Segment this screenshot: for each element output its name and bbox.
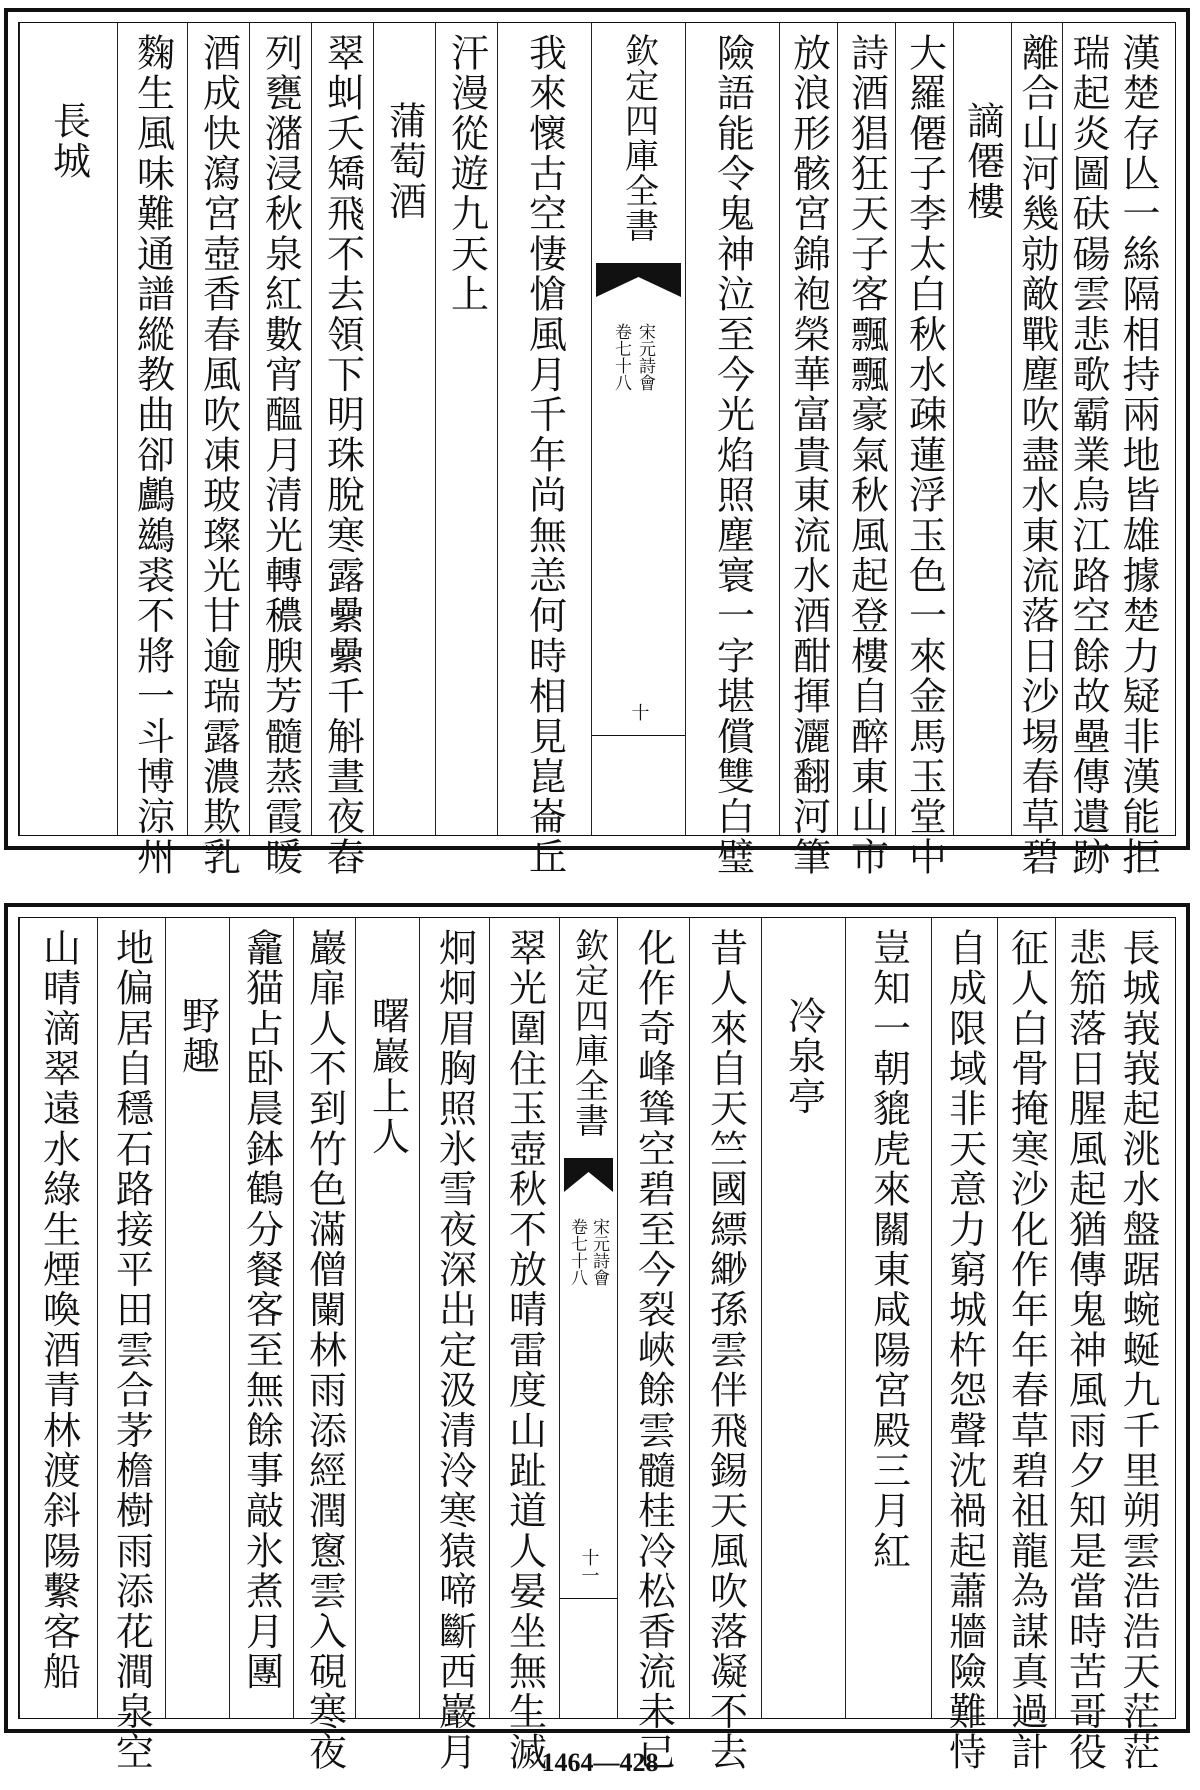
text-column bbox=[1113, 918, 1163, 1773]
column-text: 翠光圍住玉壺秋不放晴雷度山趾道人晏坐無生滅 bbox=[502, 928, 547, 1773]
book-title: 欽定四庫全書 bbox=[568, 928, 609, 1138]
column-text: 我來懷古空悽愴風月千年尚無恙何時相見崑崙丘 bbox=[522, 33, 567, 878]
juan-number: 卷七十八 bbox=[567, 1218, 587, 1286]
poem-title: 謫僊樓 bbox=[960, 101, 1005, 222]
column-text: 列甕潴浸秋泉紅數宵醞月清光轉穠腴芳髓蒸霞暖 bbox=[258, 33, 303, 878]
juan-number: 卷七十八 bbox=[611, 323, 631, 391]
text-column bbox=[779, 23, 837, 878]
text-column bbox=[19, 918, 97, 1718]
text-column bbox=[1113, 23, 1163, 878]
text-column bbox=[1011, 23, 1062, 878]
poem-title: 蒲萄酒 bbox=[382, 101, 427, 222]
text-column bbox=[311, 23, 373, 878]
poem-title: 野趣 bbox=[175, 996, 220, 1077]
page-number: 十一 bbox=[578, 1548, 600, 1584]
poem-title-column bbox=[165, 918, 229, 1718]
column-text: 地偏居自穩石路接平田雲合茅檐樹雨添花澗泉空 bbox=[109, 928, 154, 1773]
text-column bbox=[685, 23, 779, 878]
column-text: 龕猫占卧晨鉢鶴分餐客至無餘事敲氷煮月團 bbox=[239, 928, 284, 1692]
column-text: 長城峩峩起洮水盤踞蜿蜒九千里朔雲浩浩天茫茫 bbox=[1116, 928, 1160, 1773]
column-text: 大羅僊子李太白秋水疎蓮浮玉色一來金馬玉堂中 bbox=[902, 33, 947, 878]
column-text: 巖扉人不到竹色滿僧闌林雨添經潤窻雲入硯寒夜 bbox=[302, 928, 347, 1773]
poem-title-column bbox=[373, 23, 435, 835]
text-column bbox=[1062, 23, 1113, 878]
text-column bbox=[229, 918, 293, 1718]
poem-title-column bbox=[761, 918, 845, 1718]
text-column bbox=[689, 918, 761, 1773]
poem-title: 曙巖上人 bbox=[365, 996, 410, 1157]
column-text: 征人白骨掩寒沙化作年年春草碧祖龍為謀真過計 bbox=[1004, 928, 1049, 1773]
text-column bbox=[895, 23, 953, 878]
page-number: 十 bbox=[628, 703, 650, 721]
top-page-frame bbox=[18, 22, 1176, 878]
center-fold bbox=[591, 23, 685, 835]
column-text: 山晴滴翠遠水綠生煙喚酒青林渡斜陽繫客船 bbox=[36, 928, 81, 1692]
column-text: 化作奇峰聳空碧至今裂峽餘雲髓桂冷松香流未已 bbox=[631, 928, 676, 1773]
fish-tail-mark bbox=[564, 1158, 613, 1192]
fish-tail-mark bbox=[596, 263, 681, 297]
collection-name: 宋元詩會 bbox=[589, 1218, 609, 1286]
fold-rule bbox=[592, 735, 685, 736]
text-column bbox=[837, 23, 895, 878]
center-fold bbox=[559, 918, 617, 1718]
page-footer-number: 1464—428 bbox=[541, 1748, 659, 1777]
column-text: 麴生風味難通譜縱教曲卻鸕鷀裘不將一斗博涼州 bbox=[130, 33, 175, 878]
column-text: 昔人來自天竺國縹緲孫雲伴飛錫天風吹落凝不去 bbox=[703, 928, 748, 1773]
text-column bbox=[1055, 918, 1113, 1773]
text-column bbox=[489, 918, 559, 1773]
column-text: 漢楚存亾一絲隔相持兩地皆雄據楚力疑非漢能拒 bbox=[1116, 33, 1160, 878]
poem-title-column bbox=[19, 23, 117, 835]
text-column bbox=[419, 918, 489, 1773]
text-column bbox=[497, 23, 591, 878]
book-title: 欽定四庫全書 bbox=[618, 33, 659, 243]
column-text: 酒成快瀉宮壺香春風吹凍玻璨光甘逾瑞露濃欺乳 bbox=[196, 33, 241, 878]
column-text: 離合山河幾勍敵戰塵吹盡水東流落日沙埸春草碧 bbox=[1015, 33, 1059, 878]
text-column bbox=[435, 23, 497, 835]
column-text: 炯炯眉胸照氷雪夜深出定汲清泠寒猿啼斷西巖月 bbox=[432, 928, 477, 1773]
column-text: 豈知一朝貔虎來關東咸陽宮殿三月紅 bbox=[866, 928, 911, 1572]
fold-rule bbox=[560, 1598, 617, 1599]
column-text: 悲笳落日腥風起猶傳鬼神風雨夕知是當時苦哥役 bbox=[1062, 928, 1107, 1773]
text-column bbox=[845, 918, 931, 1718]
column-text: 放浪形骸宮錦袍榮華富貴東流水酒酣揮灑翻河筆 bbox=[786, 33, 831, 878]
column-text: 詩酒猖狂天子客飄飄豪氣秋風起登樓自醉東山市 bbox=[844, 33, 889, 878]
poem-title: 長城 bbox=[46, 101, 91, 182]
column-text: 汗漫從遊九天上 bbox=[444, 33, 489, 315]
text-column bbox=[931, 918, 997, 1773]
collection-name: 宋元詩會 bbox=[635, 323, 655, 391]
text-column bbox=[249, 23, 311, 878]
column-text: 瑞起炎圖砆碭雲悲歌霸業烏江路空餘故壘傳遺跡 bbox=[1066, 33, 1110, 878]
column-text: 險語能令鬼神泣至今光焰照塵寰一字堪償雙白璧 bbox=[710, 33, 755, 878]
poem-title: 冷泉亭 bbox=[781, 996, 826, 1117]
text-column bbox=[997, 918, 1055, 1773]
text-column bbox=[617, 918, 689, 1773]
text-column bbox=[187, 23, 249, 878]
text-column bbox=[97, 918, 165, 1773]
text-column bbox=[293, 918, 355, 1773]
column-text: 翠虯夭矯飛不去領下明珠脫寒露纍纍千斛晝夜舂 bbox=[320, 33, 365, 878]
poem-title-column bbox=[355, 918, 419, 1718]
top-page bbox=[4, 8, 1190, 878]
column-text: 自成限域非天意力窮城杵怨聲沈禍起蕭牆險難恃 bbox=[942, 928, 987, 1773]
poem-title-column bbox=[953, 23, 1011, 835]
text-column bbox=[117, 23, 187, 878]
